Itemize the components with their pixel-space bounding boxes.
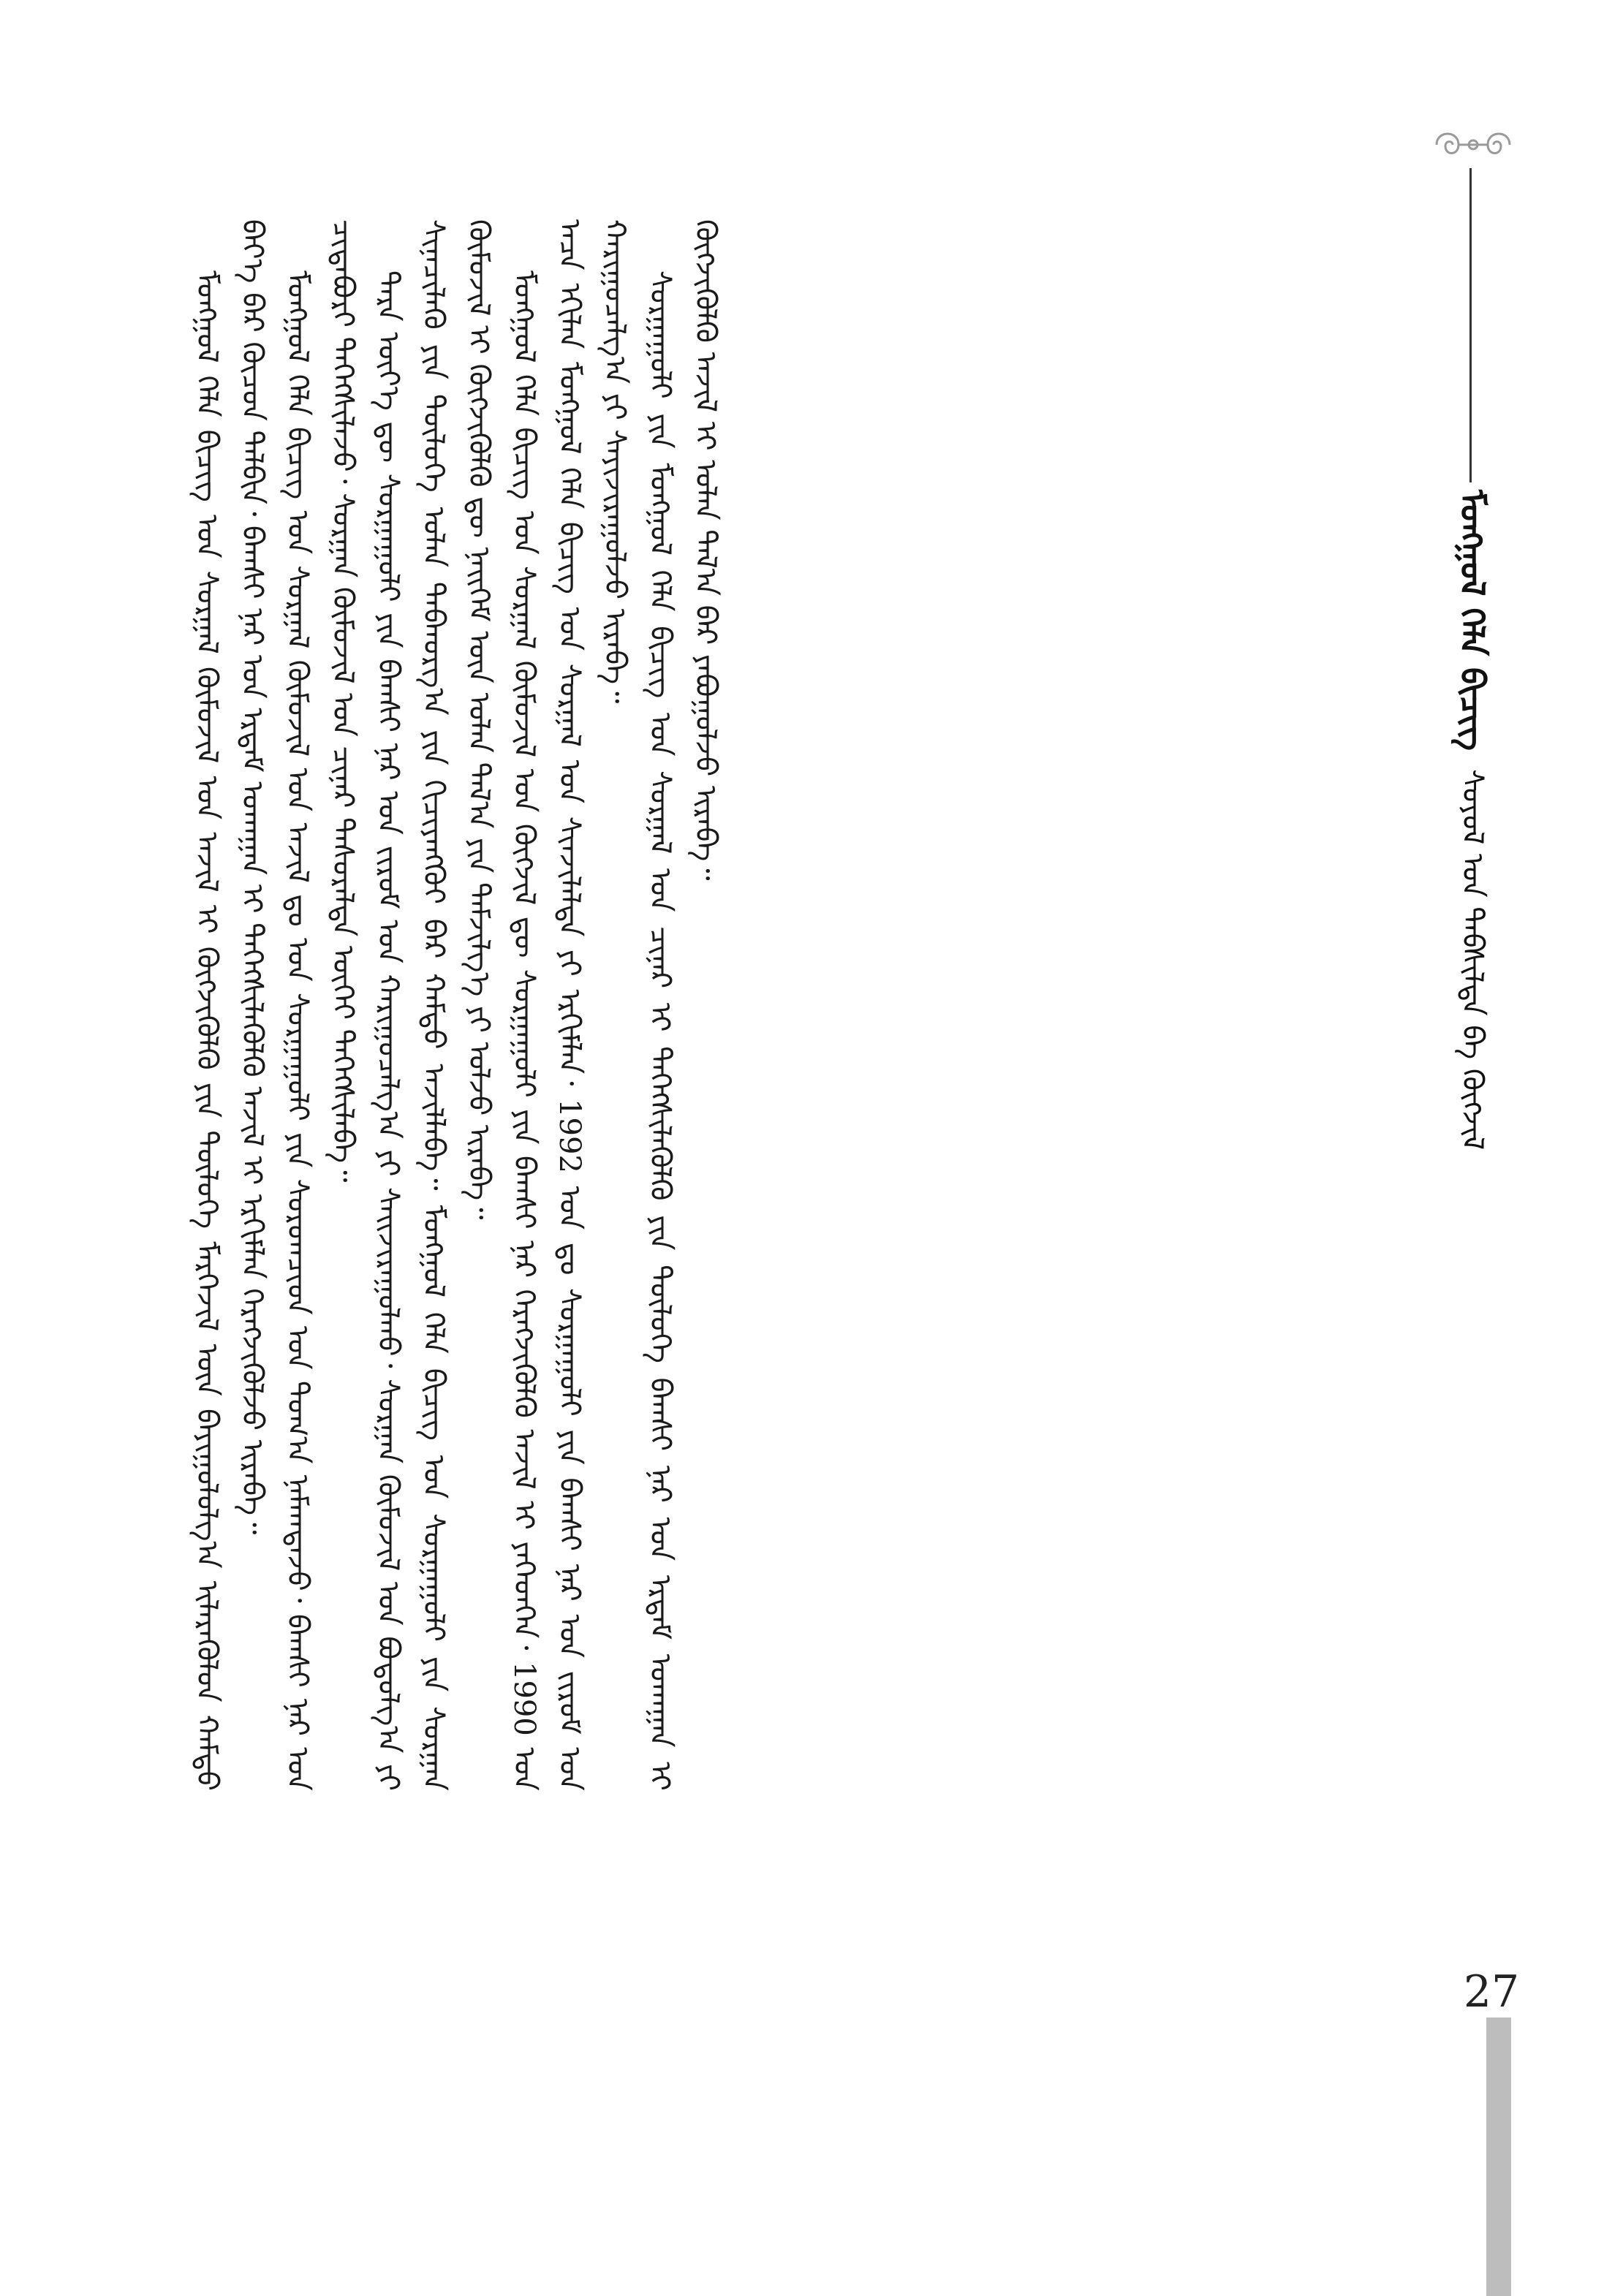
- paragraph: ᠮᠣᠩᠭᠣᠯ ᠬᠡᠯᠡ ᠪᠢᠴᠢᠭ ᠤᠨ ᠰᠤᠷᠭᠠᠯ ᠬᠦᠮᠦᠵᠢᠯ ᠤᠨ ᠠᠵᠢᠯ ᠢ ᠬᠥᠭᠵᠢᠭᠦᠯᠬᠦ ᠶᠢᠨ ᠲᠥᠯᠥᠭᠡ ᠮᠡᠷᠭᠡᠵᠢᠯ ᠦᠨ ᠪᠠᠶᠢᠭᠤᠯᠤᠯᠭ᠎ᠠ ᠢᠯᠡᠷᠡᠭᠦᠯᠦᠨ ᠬᠠᠮᠲᠤ ᠪᠡᠶ᠎ᠡ ᠪᠡᠷ ᠬᠦᠴᠦᠨ ᠲᠠᠯᠪᠢᠨ᠂ ᠪᠠᠭᠰᠢ ᠨᠠᠷ ᠤᠨ ᠡᠷᠳᠡᠮ ᠤᠬᠠᠭᠠᠨ ᠢ ᠳᠡᠭᠡᠭᠰᠢᠯᠡᠭᠦᠯᠬᠦ ᠠᠵᠢᠯ ᠢ ᠡᠷᠬᠢᠮᠯᠡᠨ ᠬᠡᠷᠡᠭᠵᠢᠭᠦᠯᠵᠦ ᠢᠷᠡᠪᠡ᠃: [190, 219, 269, 1791]
- paragraph-text: ᠣᠨ ᠳᠤ ᠰᠤᠷᠭᠠᠭᠤᠯᠢ ᠶᠢᠨ ᠪᠠᠭᠰᠢ ᠨᠠᠷ ᠤᠨ ᠵᠢᠷᠤᠮ ᠤᠨ ᠬᠠᠷᠢᠭᠤᠴᠠᠯᠭ᠎ᠠ ᠶᠢ ᠰᠠᠶᠢᠵᠢᠷᠠᠭᠤᠯᠵᠤ ᠢᠷᠡᠪᠡ᠃: [553, 219, 632, 1791]
- body-text: [184, 219, 1398, 1791]
- page-number: 27: [1463, 1966, 1520, 2017]
- paragraph-text: ᠣᠨ ᠠᠴᠠ ᠡᠬᠢᠯᠡᠨ ᠮᠣᠩᠭᠣᠯ ᠬᠡᠯᠡ ᠪᠢᠴᠢᠭ ᠤᠨ ᠰᠤᠷᠭᠠᠯ ᠤᠨ ᠰᠢᠨᠵᠢᠯᠡᠯᠲᠡ ᠶᠢ ᠡᠷᠬᠢᠮᠯᠡᠨ᠂: [507, 219, 586, 1791]
- side-tab: [1486, 2017, 1511, 2296]
- running-header-subtitle: ᠰᠣᠶᠣᠯ ᠤᠨ ᠳᠡᠪᠰᠢᠯᠲᠡ ᠪᠠ ᠬᠥᠭᠵᠢᠯ: [1456, 769, 1489, 1151]
- paragraph: ᠰᠤᠷᠭᠠᠭᠤᠯᠢ ᠶᠢᠨ ᠮᠣᠩᠭᠣᠯ ᠬᠡᠯᠡ ᠪᠢᠴᠢᠭ ᠤᠨ ᠰᠤᠷᠭᠠᠯ ᠤᠨ ᠴᠢᠨᠠᠷ ᠢ ᠳᠡᠭᠡᠭᠰᠢᠯᠡᠭᠦᠯᠬᠦ ᠶᠢᠨ ᠲᠥᠯᠥᠭᠡ ᠪᠠᠭᠰᠢ ᠨᠠᠷ ᠤᠨ ᠡᠷᠳᠡᠮ ᠤᠬᠠᠭᠠᠨ ᠢ ᠬᠥᠭᠵᠢᠭᠦᠯᠬᠦ ᠠᠵᠢᠯ ᠢ ᠣᠯᠠᠨ ᠲᠠᠯ᠎ᠠ ᠪᠠᠷ ᠶᠠᠪᠤᠭᠤᠯᠵᠤ ᠢᠷᠡᠪᠡ᠃: [643, 219, 722, 1791]
- paragraph-text: ᠮᠣᠩᠭᠣᠯ ᠬᠡᠯᠡ ᠪᠢᠴᠢᠭ ᠤᠨ ᠰᠤᠷᠭᠠᠯ ᠬᠦᠮᠦᠵᠢᠯ ᠤᠨ ᠬᠥᠭᠵᠢᠯ ᠳᠦ ᠰᠤᠷᠭᠠᠭᠤᠯᠢ ᠶᠢᠨ ᠪᠠᠭᠰᠢ ᠨᠠᠷ ᠬᠡᠷᠡᠭᠵᠢᠭᠦᠯᠬᠦ ᠠᠵᠢᠯ ᠢ ᠶᠡᠬᠡᠳᠬᠡᠨ᠂: [507, 270, 541, 1651]
- running-header: [1455, 482, 1490, 1157]
- paragraph: ᠮᠣᠩᠭᠣᠯ ᠬᠡᠯᠡ ᠪᠢᠴᠢᠭ ᠤᠨ ᠰᠤᠷᠭᠠᠯ ᠬᠦᠮᠦᠵᠢᠯ ᠤᠨ ᠠᠵᠢᠯ ᠳᠤ ᠤᠨ ᠰᠤᠷᠭᠠᠭᠤᠯᠢ ᠶᠢᠨ ᠰᠤᠷᠤᠭᠴᠢᠳ ᠤᠨ ᠲᠣᠭ᠎ᠠ ᠨᠡᠮᠡᠭ᠍ᠳᠡᠵᠦ᠂ ᠪᠠᠭᠰᠢ ᠨᠠᠷ ᠤᠨ ᠴᠢᠳᠠᠪᠤᠷᠢ ᠳᠡᠭᠡᠭᠰᠢᠯᠡᠵᠦ᠂ ᠰᠤᠷᠭᠠᠨ ᠬᠦᠮᠦᠵᠢᠯ ᠤᠨ ᠴᠢᠨᠠᠷ ᠲᠠᠰᠤᠷᠠᠯᠲᠠ ᠦᠭᠡᠢ ᠳᠡᠭᠡᠭᠰᠢᠯᠡᠪᠡ᠃: [281, 219, 360, 1791]
- year-number: 1990: [507, 1662, 541, 1736]
- scroll-ornament-icon: [1429, 123, 1517, 167]
- paragraph: [502, 219, 638, 1791]
- year-number: 1992: [553, 1099, 586, 1173]
- paragraph: ᠲᠡᠷᠡ ᠦᠶ᠎ᠡ ᠳᠦ ᠰᠤᠷᠭᠠᠭᠤᠯᠢ ᠶᠢᠨ ᠪᠠᠭᠰᠢ ᠨᠠᠷ ᠤᠨ ᠵᠢᠷᠤᠮ ᠤᠨ ᠬᠠᠷᠢᠭᠤᠴᠠᠯᠭ᠎ᠠ ᠶᠢ ᠰᠠᠢᠵᠢᠷᠠᠭᠤᠯᠬᠤ᠂ ᠰᠤᠷᠭᠠᠨ ᠬᠦᠮᠦᠵᠢᠯ ᠤᠨ ᠪᠣᠳᠤᠯᠭ᠎ᠠ ᠶᠢ ᠰᠢᠨᠡᠴᠢᠯᠡᠬᠦ ᠶᠢᠨ ᠲᠥᠯᠥᠭᠡ ᠣᠯᠠᠨ ᠳᠠᠪᠬᠤᠷᠭ᠎ᠠ ᠶᠢᠨ ᠬᠢᠴᠢᠶᠡᠩᠭᠦᠢ ᠪᠠᠷ ᠬᠠᠮᠲᠤ ᠠᠵᠢᠯᠯᠠᠪᠠ᠃ ᠮᠣᠩᠭᠣᠯ ᠬᠡᠯᠡ ᠪᠢᠴᠢᠭ ᠤᠨ ᠰᠤᠷᠭᠠᠭᠤᠯᠢ ᠶᠢᠨ ᠰᠤᠷᠭᠠᠨ ᠬᠦᠮᠦᠵᠢᠯ ᠢ ᠬᠥᠭᠵᠢᠭᠦᠯᠬᠦ ᠳᠦ ᠨᠡᠢᠭᠡᠮ ᠦᠨ ᠣᠯᠠᠨ ᠲᠠᠯ᠎ᠠ ᠶᠢᠨ ᠳᠡᠮᠵᠢᠯᠭ᠎ᠡ ᠶᠢ ᠣᠯᠵᠤ ᠢᠷᠡᠪᠡ᠃: [371, 219, 496, 1791]
- running-header-title: ᠮᠣᠩᠭᠣᠯ ᠬᠡᠯᠡ ᠪᠢᠴᠢᠭ: [1453, 490, 1492, 751]
